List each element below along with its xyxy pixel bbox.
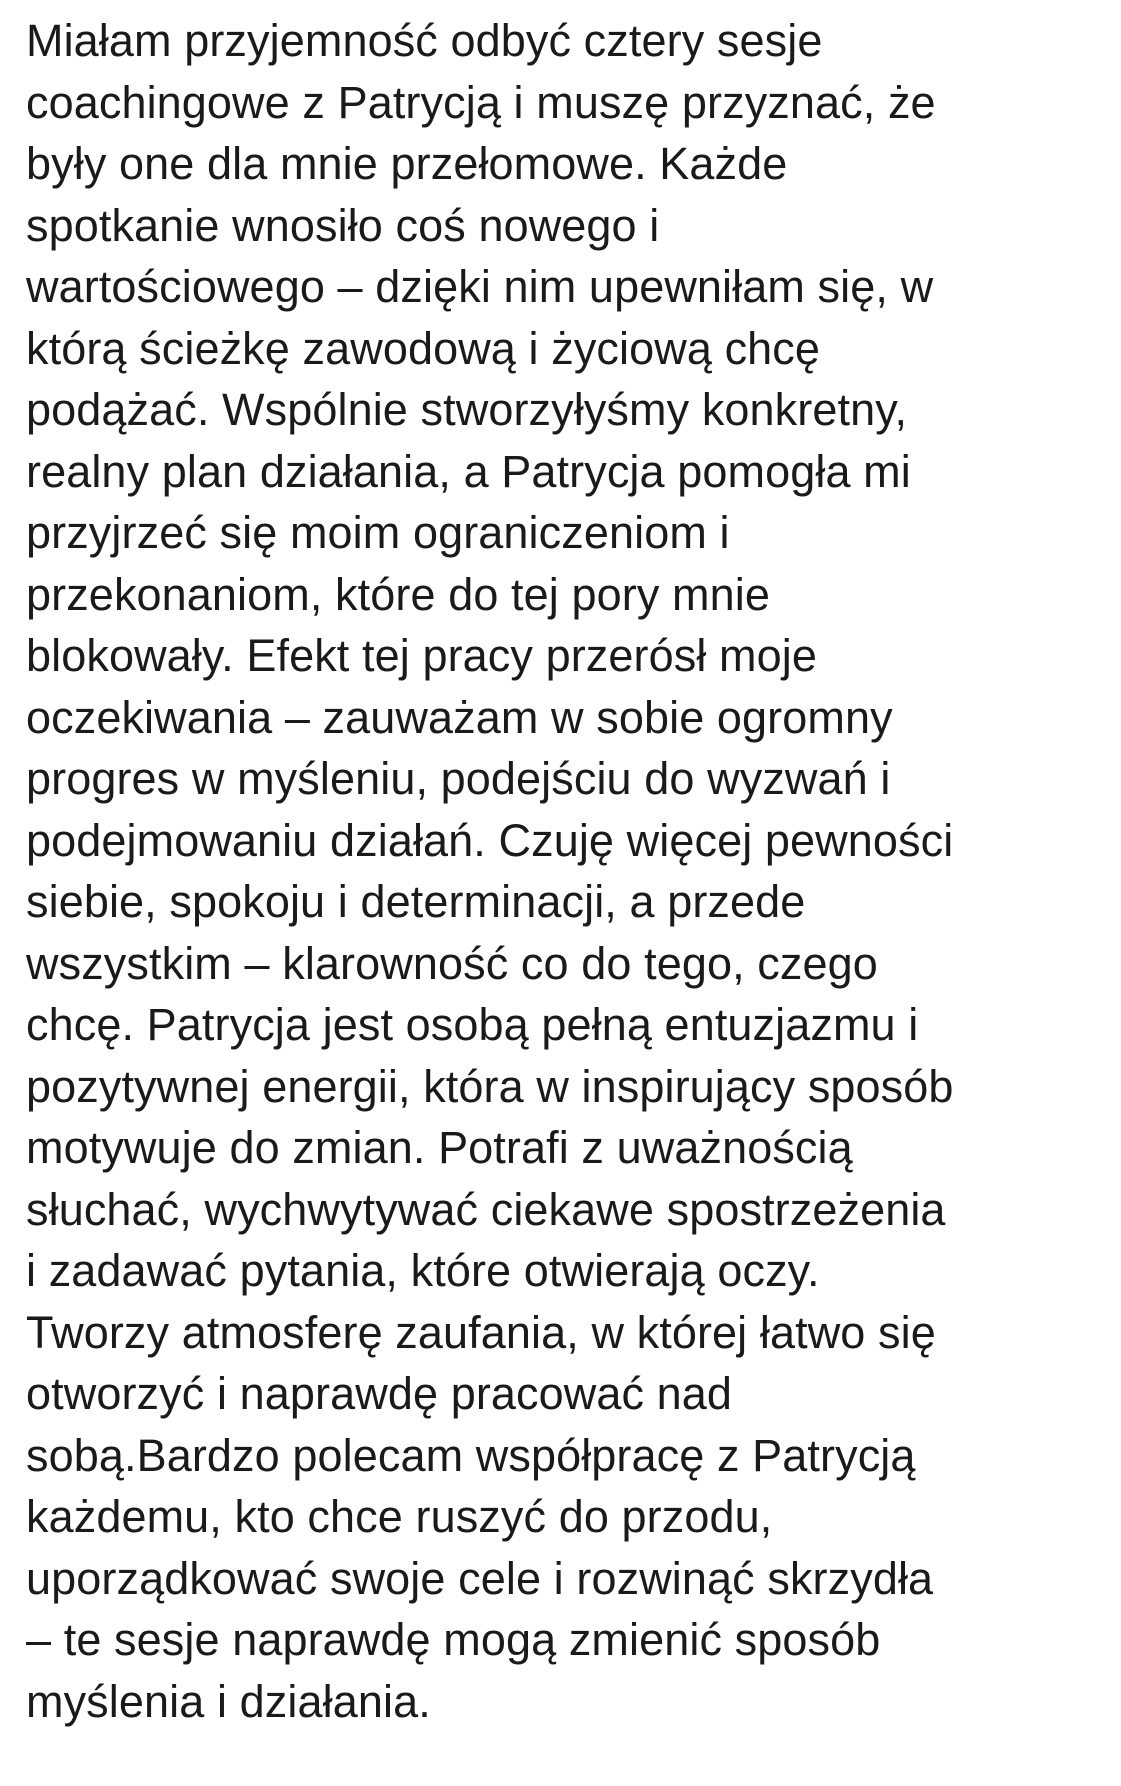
review-line: słuchać, wychwytywać ciekawe spostrzeżenia <box>26 1183 946 1235</box>
review-line: progres w myśleniu, podejściu do wyzwań i <box>26 753 891 804</box>
review-line: siebie, spokoju i determinacji, a przede <box>26 876 806 927</box>
review-line: otworzyć i naprawdę pracować nad <box>26 1368 733 1419</box>
review-line: wartościowego – dzięki nim upewniłam się, w <box>26 261 934 312</box>
review-line: przyjrzeć się moim ograniczeniom i <box>26 507 730 558</box>
review-line: oczekiwania – zauważam w sobie ogromny <box>26 691 893 743</box>
review-line: spotkanie wnosiło coś nowego i <box>26 199 660 251</box>
review-line: wszystkim – klarowność co do tego, czego <box>26 937 878 989</box>
review-text <box>26 10 1116 1732</box>
review-line: chcę. Patrycja jest osobą pełną entuzjazmu i <box>26 999 919 1050</box>
review-line: Tworzy atmosferę zaufania, w której łatwo się <box>26 1306 936 1358</box>
review-line: – te sesje naprawdę mogą zmienić sposób <box>26 1614 881 1665</box>
review-line: coachingowe z Patrycją i muszę przyznać, że <box>26 76 936 128</box>
review-line: blokowały. Efekt tej pracy przerósł moje <box>26 630 817 681</box>
review-line: pozytywnej energii, która w inspirujący sposób <box>26 1060 954 1112</box>
review-line: Miałam przyjemność odbyć cztery sesje <box>26 15 823 66</box>
review-line: uporządkować swoje cele i rozwinąć skrzydła <box>26 1552 934 1604</box>
review-line: sobą.Bardzo polecam współpracę z Patrycją <box>26 1429 916 1481</box>
review-line: motywuje do zmian. Potrafi z uważnością <box>26 1122 853 1173</box>
review-line: każdemu, kto chce ruszyć do przodu, <box>26 1491 773 1542</box>
review-line: myślenia i działania. <box>26 1675 431 1727</box>
review-line: podążać. Wspólnie stworzyłyśmy konkretny, <box>26 384 908 435</box>
review-line: którą ścieżkę zawodową i życiową chcę <box>26 322 821 374</box>
review-line: podejmowaniu działań. Czuję więcej pewności <box>26 814 954 866</box>
review-line: były one dla mnie przełomowe. Każde <box>26 138 788 189</box>
review-line: realny plan działania, a Patrycja pomogła mi <box>26 445 911 497</box>
review-line: przekonaniom, które do tej pory mnie <box>26 568 770 620</box>
review-line: i zadawać pytania, które otwierają oczy. <box>26 1245 820 1296</box>
